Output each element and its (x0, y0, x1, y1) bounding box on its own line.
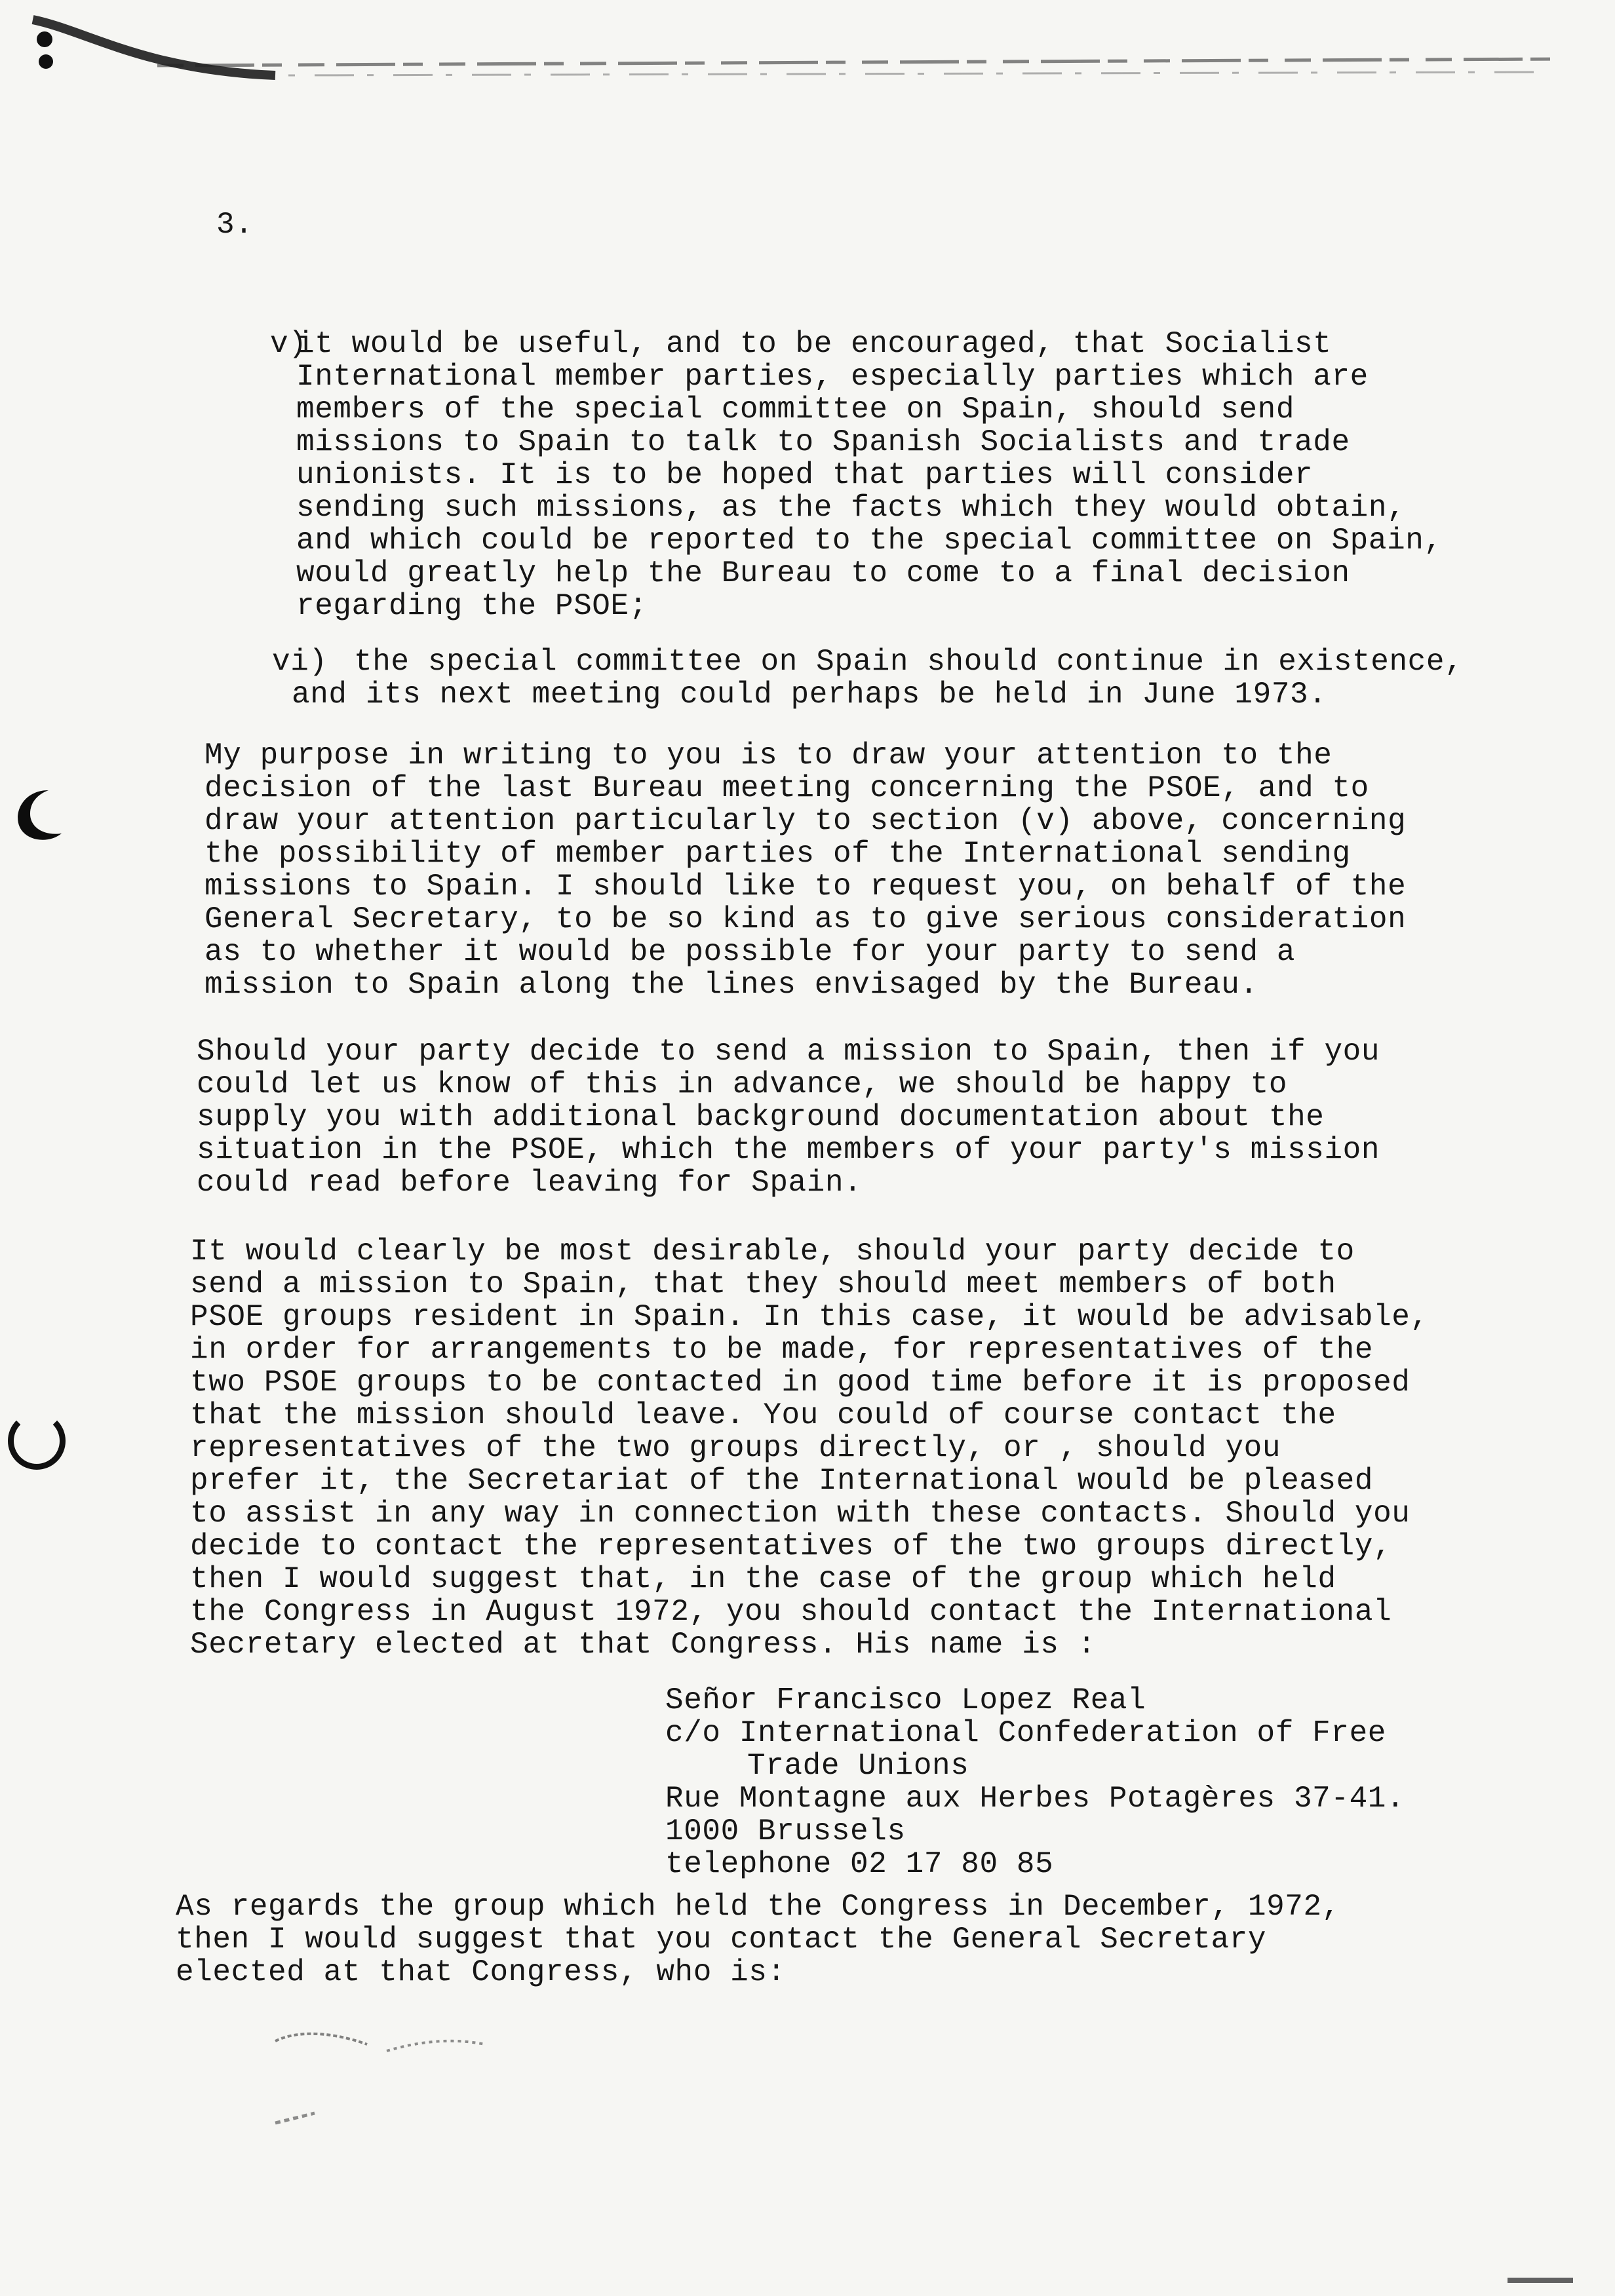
address-city: 1000 Brussels (665, 1814, 906, 1848)
paragraph-line: the possibility of member parties of the International sending (204, 837, 1351, 871)
list-item-line: unionists. It is to be hoped that parties will consider (296, 458, 1313, 492)
scan-smudge-bottom (262, 2015, 498, 2133)
paragraph-line: decide to contact the representatives of the two groups directly, (190, 1529, 1392, 1563)
list-item-line: International member parties, especially parties which are (296, 360, 1369, 394)
page-number: 3. (216, 208, 254, 242)
scan-smudge-corner (1508, 2274, 1573, 2287)
list-item-line: would greatly help the Bureau to come to a final decision (296, 556, 1350, 590)
paragraph-line: could let us know of this in advance, we should be happy to (197, 1067, 1288, 1101)
list-item-line: members of the special committee on Spain, should send (296, 392, 1295, 427)
paragraph-line: to assist in any way in connection with these contacts. Should you (190, 1497, 1411, 1531)
paragraph-line: General Secretary, to be so kind as to give serious consideration (204, 902, 1407, 936)
list-item-line: regarding the PSOE; (296, 589, 648, 623)
list-item-line: and its next meeting could perhaps be held in June 1973. (292, 678, 1327, 712)
paragraph-line: It would clearly be most desirable, should your party decide to (190, 1234, 1355, 1269)
paragraph-line: then I would suggest that, in the case of the group which held (190, 1562, 1336, 1596)
punch-hole-mark (10, 786, 64, 845)
paragraph-line: My purpose in writing to you is to draw your attention to the (204, 738, 1333, 773)
paragraph-line: could read before leaving for Spain. (197, 1166, 863, 1200)
paragraph-line: then I would suggest that you contact the General Secretary (176, 1923, 1267, 1957)
list-item-vi (272, 645, 1615, 712)
paragraph-line: two PSOE groups to be contacted in good time before it is proposed (190, 1366, 1411, 1400)
list-item-line: it would be useful, and to be encouraged, that Socialist (296, 327, 1332, 361)
paragraph-line: prefer it, the Secretariat of the International would be pleased (190, 1464, 1374, 1498)
list-item-line: missions to Spain to talk to Spanish Socialists and trade (296, 425, 1350, 459)
paragraph-line: as to whether it would be possible for your party to send a (204, 935, 1296, 969)
address-line: c/o International Confederation of Free (665, 1716, 1386, 1750)
address-name: Señor Francisco Lopez Real (665, 1683, 1146, 1717)
address-line: Trade Unions (747, 1749, 969, 1783)
paragraph-line: in order for arrangements to be made, for representatives of the (190, 1333, 1374, 1367)
paragraph (204, 739, 1581, 1001)
paragraph-line: elected at that Congress, who is: (176, 1955, 786, 1989)
paragraph-line: send a mission to Spain, that they should meet members of both (190, 1267, 1336, 1301)
paragraph-line: missions to Spain. I should like to request you, on behalf of the (204, 870, 1407, 904)
list-item-line: and which could be reported to the special committee on Spain, (296, 524, 1443, 558)
paragraph-line: As regards the group which held the Congress in December, 1972, (176, 1890, 1340, 1924)
paragraph-line: draw your attention particularly to section (v) above, concerning (204, 804, 1407, 838)
list-item-line: sending such missions, as the facts which they would obtain, (296, 491, 1406, 525)
address-street: Rue Montagne aux Herbes Potagères 37-41. (665, 1782, 1405, 1816)
paragraph-line: Secretary elected at that Congress. His name is : (190, 1628, 1097, 1662)
list-item-marker: v) (270, 327, 307, 361)
list-item-marker: vi) (272, 645, 328, 679)
paragraph-line: situation in the PSOE, which the members of your party's mission (197, 1133, 1380, 1167)
paragraph-line: mission to Spain along the lines envisaged by the Bureau. (204, 968, 1258, 1002)
mailing-address (665, 1684, 1517, 1881)
list-item-v (270, 327, 1574, 623)
paragraph-line: supply you with additional background documentation about the (197, 1100, 1325, 1134)
paragraph-line: the Congress in August 1972, you should contact the International (190, 1595, 1392, 1629)
paragraph-line: PSOE groups resident in Spain. In this case, it would be advisable, (190, 1300, 1429, 1334)
paragraph-line: that the mission should leave. You could of course contact the (190, 1398, 1336, 1432)
paragraph (197, 1035, 1573, 1199)
list-item-line: the special committee on Spain should continue in existence, (354, 645, 1464, 679)
paragraph-line: Should your party decide to send a mission to Spain, then if you (197, 1035, 1380, 1069)
paragraph (190, 1235, 1566, 1661)
paragraph-line: decision of the last Bureau meeting concerning the PSOE, and to (204, 771, 1369, 805)
paragraph-line: representatives of the two groups directly, or , should you (190, 1431, 1281, 1465)
address-phone: telephone 02 17 80 85 (665, 1847, 1054, 1881)
scan-smudge-top (26, 13, 1573, 85)
paragraph (176, 1890, 1552, 1989)
punch-hole-ring (8, 1412, 66, 1470)
